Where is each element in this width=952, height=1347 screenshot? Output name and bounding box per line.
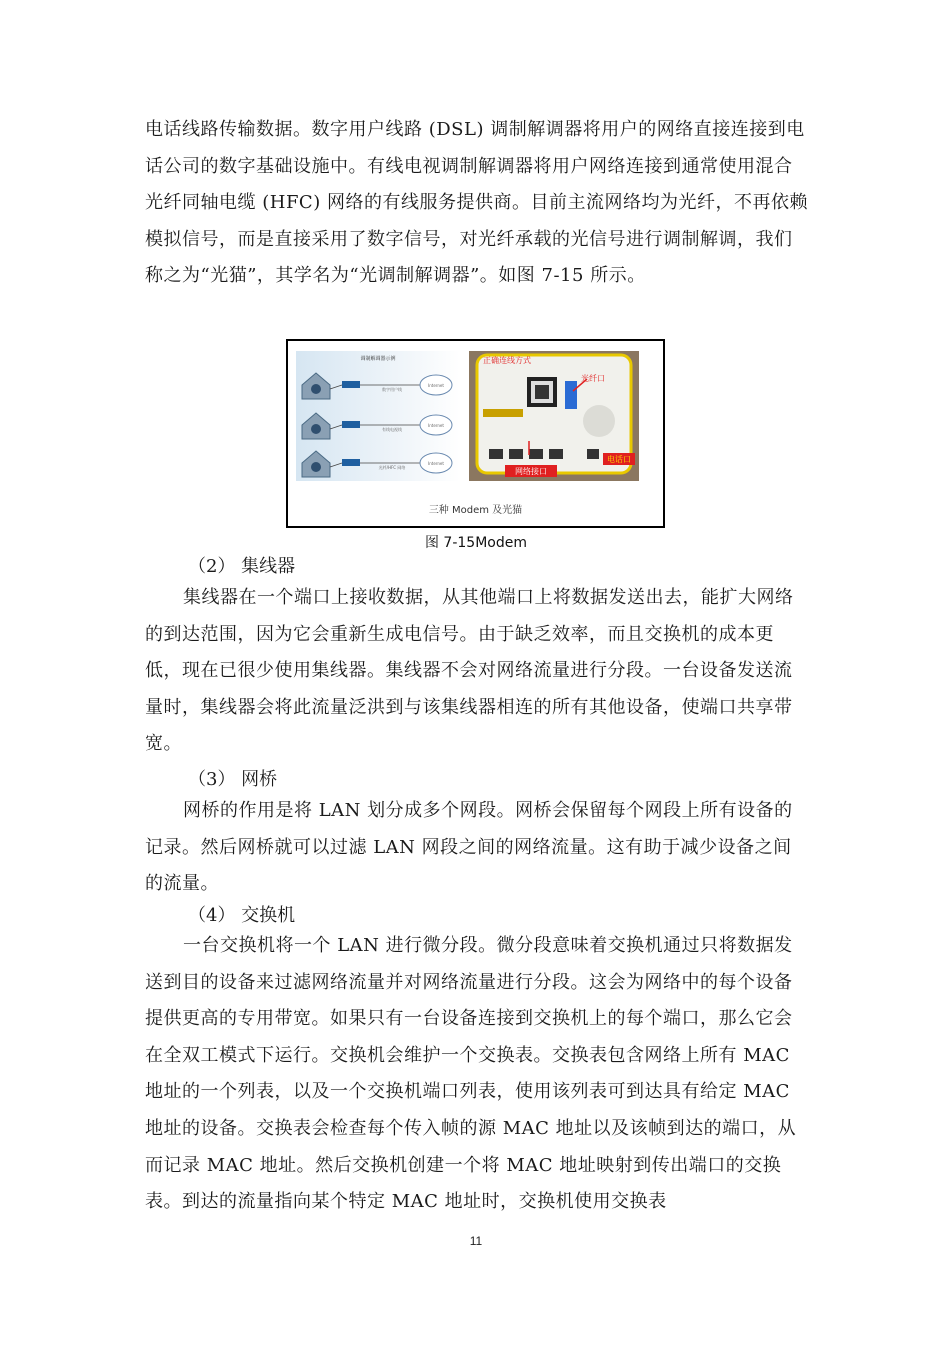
section-body-bridge: 网桥的作用是将 LAN 划分成多个网段。网桥会保留每个网段上所有设备的记录。然后网桥就可以过滤 LAN 网段之间的网络流量。这有助于减少设备之间的流量。 [145, 800, 793, 895]
section-heading-hub: （2） 集线器 [188, 556, 296, 577]
annotation-fiber-port: 光纤口 [581, 374, 605, 383]
intro-paragraph: 电话线路传输数据。数字用户线路 (DSL) 调制解调器将用户的网络直接连接到电话公司的数字基础设施中。有线电视调制解调器将用户网络连接到通常使用混合光纤同轴电缆 (HFC) 网络的有线服务提供商。目前主流网络均为光纤，不再依赖模拟信号，而是直接采用了数字信号，对光纤承载的光信号进行调制解调，我们称之为“光猫”，其学名为“光调制解调器”。如图 7-15 所示。 [145, 119, 808, 287]
cloud-label-1: Internet [428, 383, 444, 388]
diagram-row-3 [302, 451, 452, 477]
modem-figure [286, 339, 665, 528]
diagram-title: 调制解调器示例 [360, 356, 396, 362]
cloud-label-3: Internet [428, 461, 444, 466]
section-heading-bridge: （3） 网桥 [188, 769, 278, 790]
page-number: 11 [469, 1234, 483, 1248]
section-heading-switch: （4） 交换机 [188, 905, 296, 926]
figure-caption: 图 7-15Modem [424, 535, 527, 551]
diagram-row-1 [302, 373, 452, 399]
figure-inner-caption: 三种 Modem 及光猫 [428, 505, 523, 516]
row-label-1: 数字用户线 [382, 387, 402, 392]
section-body-hub: 集线器在一个端口上接收数据，从其他端口上将数据发送出去，能扩大网络的到达范围，因为它会重新生成电信号。由于缺乏效率，而且交换机的成本更低，现在已很少使用集线器。集线器不会对网络流量进行分段。一台设备发送流量时，集线器会将此流量泛洪到与该集线器相连的所有其他设备，使端口共享带宽。 [145, 587, 794, 755]
optical-modem-photo [469, 351, 639, 481]
annotation-network-port: 网络接口 [515, 467, 547, 476]
section-body-switch: 一台交换机将一个 LAN 进行微分段。微分段意味着交换机通过只将数据发送到目的设备来过滤网络流量并对网络流量进行分段。这会为网络中的每个设备提供更高的专用带宽。如果只有一台设备连接到交换机上的每个端口，那么它会在全双工模式下运行。交换机会维护一个交换表。交换表包含网络上所有 MAC 地址的一个列表，以及一个交换机端口列表，使用该列表可到达具有给定 MAC 地址的设备。交换表会检查每个传入帧的源 MAC 地址以及该帧到达的端口，从而记录 MAC 地址。然后交换机创建一个将 MAC 地址映射到传出端口的交换表。到达的流量指向某个特定 MAC 地址时，交换机使用交换表 [145, 935, 797, 1213]
annotation-correct-wiring: 正确连线方式 [483, 356, 531, 365]
row-label-2: 有线电视线 [382, 427, 402, 432]
modem-diagram-image [296, 351, 460, 481]
cloud-label-2: Internet [428, 423, 444, 428]
row-label-3: 光纤/HFC 网络 [378, 465, 406, 470]
annotation-phone-port: 电话口 [607, 455, 631, 464]
diagram-row-2 [302, 413, 452, 439]
